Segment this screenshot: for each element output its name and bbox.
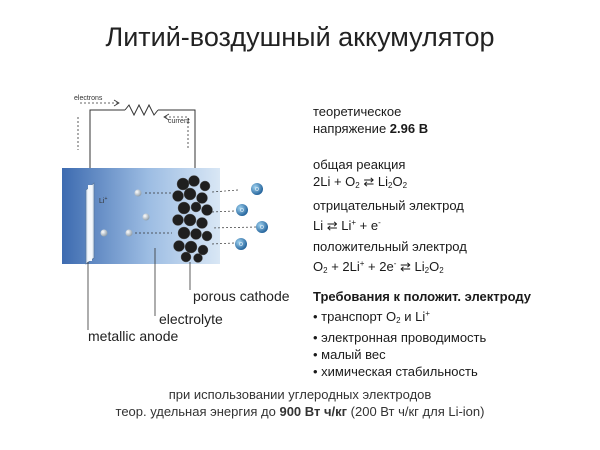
oxygen-label: O — [239, 242, 243, 248]
overall-reaction-block — [313, 156, 407, 194]
positive-electrode-block — [313, 238, 467, 279]
requirement-item: • транспорт $O_2$ и Li+ — [313, 309, 430, 325]
requirements-heading: Требования к положит. электроду — [313, 289, 532, 304]
requirement-item: • химическая стабильность — [313, 364, 478, 379]
oxygen-label: O — [240, 208, 244, 214]
li-ion — [135, 190, 142, 197]
page-title: Литий-воздушный аккумулятор — [105, 22, 495, 52]
voltage-value: 2.96 В — [389, 121, 429, 136]
current-label: current — [168, 118, 190, 125]
voltage-block — [313, 103, 428, 137]
li-ion — [143, 214, 150, 221]
energy-density-value: 900 Вт ч/кг — [279, 404, 348, 419]
electrolyte-label: electrolyte — [159, 311, 223, 327]
electrons-label: electrons — [74, 95, 103, 102]
oxygen-label: O — [255, 187, 259, 193]
requirements-block — [313, 288, 531, 380]
requirements-list — [313, 305, 531, 380]
positive-electrode-equation: $O_2 + 2Li^+ + 2e^-$ ⇄ $Li_2O_2$ — [313, 259, 444, 275]
oxygen-molecules — [212, 183, 268, 250]
negative-electrode-block — [313, 197, 464, 234]
li-ion — [126, 230, 133, 237]
oxygen-label: O — [260, 225, 264, 231]
voltage-line2: напряжение 2.96 В — [313, 121, 429, 136]
li-ion-label: Li+ — [99, 196, 108, 205]
overall-reaction-equation: $2Li + O_2$ ⇄ $Li_2O_2$ — [313, 174, 408, 190]
negative-electrode-equation: Li ⇄ Li+ + e- — [313, 218, 381, 233]
positive-electrode-heading: положительный электрод — [313, 239, 467, 254]
footer-line2: теор. удельная энергия до 900 Вт ч/кг (200 Вт ч/кг для Li-ion) — [115, 404, 485, 419]
requirement-item: • малый вес — [313, 347, 386, 362]
voltage-line1: теоретическое — [313, 104, 402, 119]
requirement-item: • электронная проводимость — [313, 330, 487, 345]
li-ion — [101, 230, 108, 237]
overall-reaction-heading: общая реакция — [313, 157, 406, 172]
metallic-anode-label: metallic anode — [88, 328, 179, 344]
resistor-symbol — [125, 105, 158, 115]
porous-cathode-label: porous cathode — [193, 288, 290, 304]
negative-electrode-heading: отрицательный электрод — [313, 198, 464, 213]
footer-line1: при использовании углеродных электродов — [168, 387, 432, 402]
